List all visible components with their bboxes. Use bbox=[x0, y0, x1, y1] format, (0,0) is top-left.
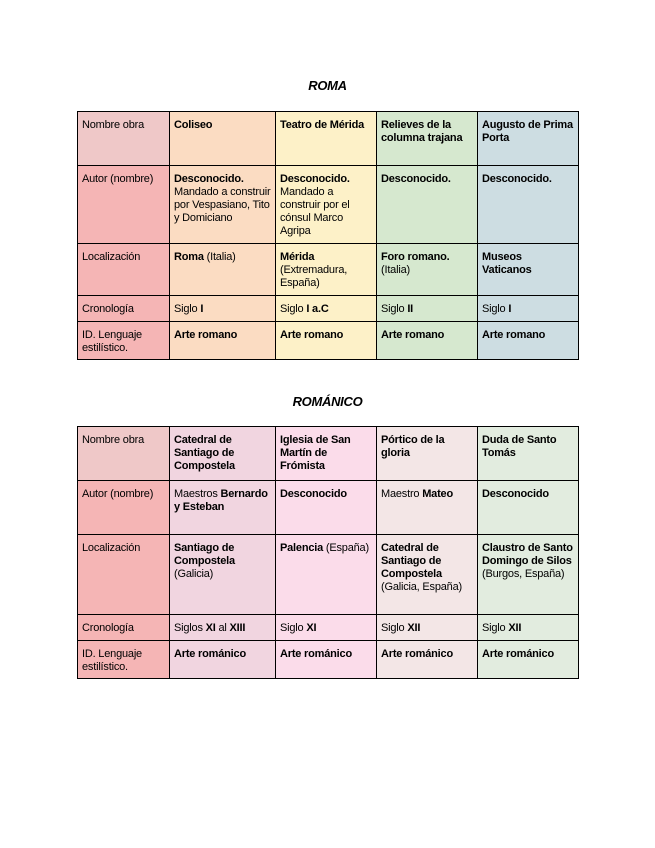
table-romanico bbox=[77, 426, 579, 679]
table-cell bbox=[377, 296, 478, 322]
table-cell bbox=[170, 641, 276, 679]
table-cell bbox=[377, 481, 478, 535]
row-label: Localización bbox=[78, 244, 170, 296]
cell-text: I bbox=[200, 303, 204, 315]
cell-text: Desconocido. bbox=[174, 173, 244, 185]
cell-text: Arte romano bbox=[280, 329, 344, 341]
section-title-roma: ROMA bbox=[308, 78, 347, 93]
cell-text: Desconocido bbox=[482, 488, 549, 500]
cell-text: Teatro de Mérida bbox=[280, 119, 365, 131]
row-label: Localización bbox=[78, 535, 170, 615]
cell-text: Relieves de la columna trajana bbox=[381, 119, 463, 144]
cell-text: Pórtico de la gloria bbox=[381, 434, 445, 459]
table-row bbox=[78, 112, 579, 166]
cell-text: I a.C bbox=[306, 303, 329, 315]
table-cell bbox=[377, 112, 478, 166]
table-cell bbox=[478, 615, 579, 641]
cell-text: Desconocido. bbox=[381, 173, 451, 185]
table-cell bbox=[478, 322, 579, 360]
table-cell bbox=[170, 481, 276, 535]
row-label: Cronología bbox=[78, 615, 170, 641]
cell-text: Foro romano. bbox=[381, 251, 450, 263]
row-label: Nombre obra bbox=[78, 427, 170, 481]
section-title-romanico: ROMÁNICO bbox=[292, 394, 363, 409]
table-row bbox=[78, 166, 579, 244]
table-row bbox=[78, 296, 579, 322]
table-cell bbox=[276, 615, 377, 641]
cell-text: Museos Vaticanos bbox=[482, 251, 532, 276]
cell-text: Bernardo y Esteban bbox=[174, 488, 268, 513]
table-cell bbox=[276, 322, 377, 360]
table-cell bbox=[377, 427, 478, 481]
cell-text: (Burgos, España) bbox=[482, 568, 565, 580]
row-label: ID. Lenguaje estilístico. bbox=[78, 322, 170, 360]
row-label: Cronología bbox=[78, 296, 170, 322]
cell-text: II bbox=[407, 303, 414, 315]
cell-text: Siglo bbox=[280, 622, 307, 634]
cell-text: Arte románico bbox=[482, 648, 554, 660]
table-row bbox=[78, 322, 579, 360]
cell-text: XI bbox=[306, 622, 317, 634]
table-cell bbox=[276, 166, 377, 244]
cell-text: Siglos bbox=[174, 622, 206, 634]
table-cell bbox=[170, 322, 276, 360]
cell-text: Siglo bbox=[381, 303, 408, 315]
cell-text: Arte románico bbox=[280, 648, 352, 660]
table-row bbox=[78, 615, 579, 641]
table-row bbox=[78, 244, 579, 296]
cell-text: Mandado a construir por el cónsul Marco Agripa bbox=[280, 186, 350, 237]
table-cell bbox=[377, 535, 478, 615]
cell-text: Catedral de Santiago de Compostela bbox=[174, 434, 235, 472]
table-row bbox=[78, 427, 579, 481]
table-cell bbox=[170, 427, 276, 481]
cell-text: (España) bbox=[323, 542, 369, 554]
cell-text: Arte romano bbox=[381, 329, 445, 341]
table-cell bbox=[170, 535, 276, 615]
table-cell bbox=[276, 427, 377, 481]
table-cell bbox=[478, 535, 579, 615]
table-cell bbox=[478, 641, 579, 679]
table-row bbox=[78, 641, 579, 679]
cell-text: Siglo bbox=[174, 303, 201, 315]
cell-text: Augusto de Prima Porta bbox=[482, 119, 573, 144]
table-cell bbox=[170, 615, 276, 641]
cell-text: Desconocido bbox=[280, 488, 347, 500]
cell-text: (Italia) bbox=[203, 251, 236, 263]
cell-text: Duda de Santo Tomás bbox=[482, 434, 557, 459]
cell-text: Siglo bbox=[482, 303, 509, 315]
table-row bbox=[78, 535, 579, 615]
cell-text: Palencia bbox=[280, 542, 324, 554]
cell-text: Arte romano bbox=[482, 329, 546, 341]
row-label: ID. Lenguaje estilístico. bbox=[78, 641, 170, 679]
table-cell bbox=[377, 615, 478, 641]
cell-text: (Italia) bbox=[381, 264, 410, 276]
cell-text: Desconocido. bbox=[280, 173, 350, 185]
cell-text: XIII bbox=[229, 622, 246, 634]
cell-text: Maestros bbox=[174, 488, 221, 500]
table-cell bbox=[478, 296, 579, 322]
table-cell bbox=[478, 481, 579, 535]
table-cell bbox=[377, 166, 478, 244]
cell-text: Siglo bbox=[381, 622, 408, 634]
table-cell bbox=[276, 244, 377, 296]
table-cell bbox=[276, 296, 377, 322]
table-cell bbox=[170, 112, 276, 166]
table-cell bbox=[478, 166, 579, 244]
cell-text: (Extremadura, España) bbox=[280, 264, 348, 289]
table-cell bbox=[170, 296, 276, 322]
cell-text: Santiago de Compostela bbox=[174, 542, 235, 567]
table-cell bbox=[276, 481, 377, 535]
cell-text: XII bbox=[407, 622, 421, 634]
cell-text: Mateo bbox=[422, 488, 453, 500]
table-cell bbox=[170, 166, 276, 244]
table-cell bbox=[478, 112, 579, 166]
cell-text: Maestro bbox=[381, 488, 423, 500]
cell-text: Desconocido. bbox=[482, 173, 552, 185]
cell-text: Mérida bbox=[280, 251, 315, 263]
table-cell bbox=[478, 427, 579, 481]
cell-text: (Galicia) bbox=[174, 568, 214, 580]
cell-text: Roma bbox=[174, 251, 204, 263]
cell-text: Claustro de Santo Domingo de Silos bbox=[482, 542, 573, 567]
table-row bbox=[78, 481, 579, 535]
cell-text: Siglo bbox=[280, 303, 307, 315]
cell-text: Coliseo bbox=[174, 119, 213, 131]
cell-text: XII bbox=[508, 622, 522, 634]
row-label: Autor (nombre) bbox=[78, 166, 170, 244]
table-cell bbox=[170, 244, 276, 296]
table-cell bbox=[377, 641, 478, 679]
table-cell bbox=[276, 535, 377, 615]
cell-text: XI bbox=[205, 622, 216, 634]
cell-text: Catedral de Santiago de Compostela bbox=[381, 542, 442, 580]
table-cell bbox=[377, 244, 478, 296]
row-label: Autor (nombre) bbox=[78, 481, 170, 535]
table-cell bbox=[478, 244, 579, 296]
row-label: Nombre obra bbox=[78, 112, 170, 166]
table-cell bbox=[377, 322, 478, 360]
cell-text: al bbox=[215, 622, 230, 634]
cell-text: Iglesia de San Martín de Frómista bbox=[280, 434, 351, 472]
cell-text: (Galicia, España) bbox=[381, 581, 462, 593]
cell-text: Arte románico bbox=[174, 648, 246, 660]
cell-text: Arte romano bbox=[174, 329, 238, 341]
table-cell bbox=[276, 112, 377, 166]
cell-text: I bbox=[508, 303, 512, 315]
cell-text: Siglo bbox=[482, 622, 509, 634]
cell-text: Arte románico bbox=[381, 648, 453, 660]
cell-text: Mandado a construir por Vespasiano, Tito y Domiciano bbox=[174, 186, 271, 224]
table-roma bbox=[77, 111, 579, 360]
table-cell bbox=[276, 641, 377, 679]
